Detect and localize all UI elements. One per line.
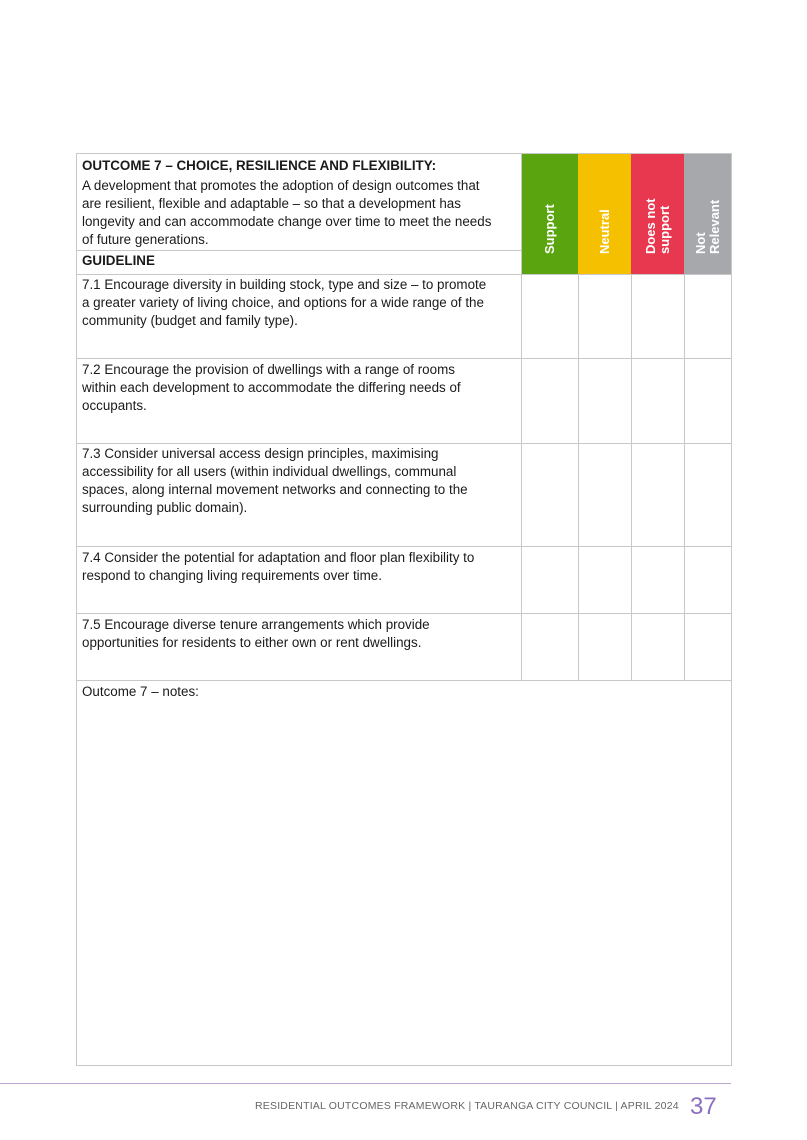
rating-cell-7-5-not-relevant[interactable]: [685, 614, 731, 680]
footer-rule: [0, 1083, 731, 1084]
column-neutral: [578, 154, 631, 274]
guideline-7-3-line: 7.3 Consider universal access design principles, maximising: [82, 446, 439, 461]
guideline-7-3-line: accessibility for all users (within individual dwellings, communal: [82, 464, 457, 479]
rating-cell-7-4-support[interactable]: [522, 547, 578, 613]
divider: [77, 680, 731, 681]
guideline-7-1-line: a greater variety of living choice, and options for a wide range of the: [82, 295, 484, 310]
divider: [77, 250, 521, 251]
column-does-not-support: [631, 154, 684, 274]
guideline-7-4-line: respond to changing living requirements over time.: [82, 568, 382, 583]
guideline-7-1-line: 7.1 Encourage diversity in building stock, type and size – to promote: [82, 277, 487, 292]
rating-cell-7-1-support[interactable]: [522, 275, 578, 358]
rating-cell-7-5-neutral[interactable]: [579, 614, 631, 680]
guideline-7-3-line: surrounding public domain).: [82, 500, 248, 515]
rating-cell-7-2-not-relevant[interactable]: [685, 359, 731, 443]
notes-label: Outcome 7 – notes:: [82, 684, 199, 699]
page-number: 37: [690, 1093, 717, 1120]
column-not-relevant: [684, 154, 731, 274]
column-does-not-support-label: Does not support: [642, 198, 672, 254]
column-neutral-label: Neutral: [596, 209, 612, 254]
rating-cell-7-1-does-not-support[interactable]: [632, 275, 684, 358]
rating-cell-7-4-neutral[interactable]: [579, 547, 631, 613]
rating-cell-7-1-neutral[interactable]: [579, 275, 631, 358]
guideline-7-2-line: occupants.: [82, 398, 147, 413]
outcome-description-line: A development that promotes the adoption of design outcomes that: [82, 178, 480, 193]
footer-text: RESIDENTIAL OUTCOMES FRAMEWORK | TAURANGA CITY COUNCIL | APRIL 2024: [255, 1100, 679, 1112]
guideline-7-5-line: opportunities for residents to either own or rent dwellings.: [82, 635, 422, 650]
rating-cell-7-3-neutral[interactable]: [579, 444, 631, 546]
outcome-description-line: are resilient, flexible and adaptable – so that a development has: [82, 196, 461, 211]
column-support: [521, 154, 578, 274]
outcome-title: OUTCOME 7 – CHOICE, RESILIENCE AND FLEXIBILITY:: [82, 158, 437, 173]
outcome-description-line: of future generations.: [82, 232, 209, 247]
rating-cell-7-2-support[interactable]: [522, 359, 578, 443]
rating-cell-7-2-does-not-support[interactable]: [632, 359, 684, 443]
rating-cell-7-4-does-not-support[interactable]: [632, 547, 684, 613]
rating-cell-7-3-does-not-support[interactable]: [632, 444, 684, 546]
rating-cell-7-4-not-relevant[interactable]: [685, 547, 731, 613]
guideline-7-4-line: 7.4 Consider the potential for adaptation and floor plan flexibility to: [82, 550, 475, 565]
guideline-heading: GUIDELINE: [82, 253, 155, 268]
rating-cell-7-5-does-not-support[interactable]: [632, 614, 684, 680]
guideline-7-2-line: within each development to accommodate the differing needs of: [82, 380, 461, 395]
guideline-7-1-line: community (budget and family type).: [82, 313, 298, 328]
outcome-description-line: longevity and can accommodate change over time to meet the needs: [82, 214, 492, 229]
guideline-7-5-line: 7.5 Encourage diverse tenure arrangements which provide: [82, 617, 430, 632]
notes-field[interactable]: [77, 701, 731, 1065]
rating-cell-7-5-support[interactable]: [522, 614, 578, 680]
column-not-relevant-label: Not Relevant: [692, 199, 722, 254]
rating-cell-7-2-neutral[interactable]: [579, 359, 631, 443]
column-support-label: Support: [541, 204, 557, 254]
guideline-7-2-line: 7.2 Encourage the provision of dwellings with a range of rooms: [82, 362, 455, 377]
rating-cell-7-1-not-relevant[interactable]: [685, 275, 731, 358]
guideline-7-3-line: spaces, along internal movement networks and connecting to the: [82, 482, 468, 497]
rating-cell-7-3-not-relevant[interactable]: [685, 444, 731, 546]
rating-cell-7-3-support[interactable]: [522, 444, 578, 546]
